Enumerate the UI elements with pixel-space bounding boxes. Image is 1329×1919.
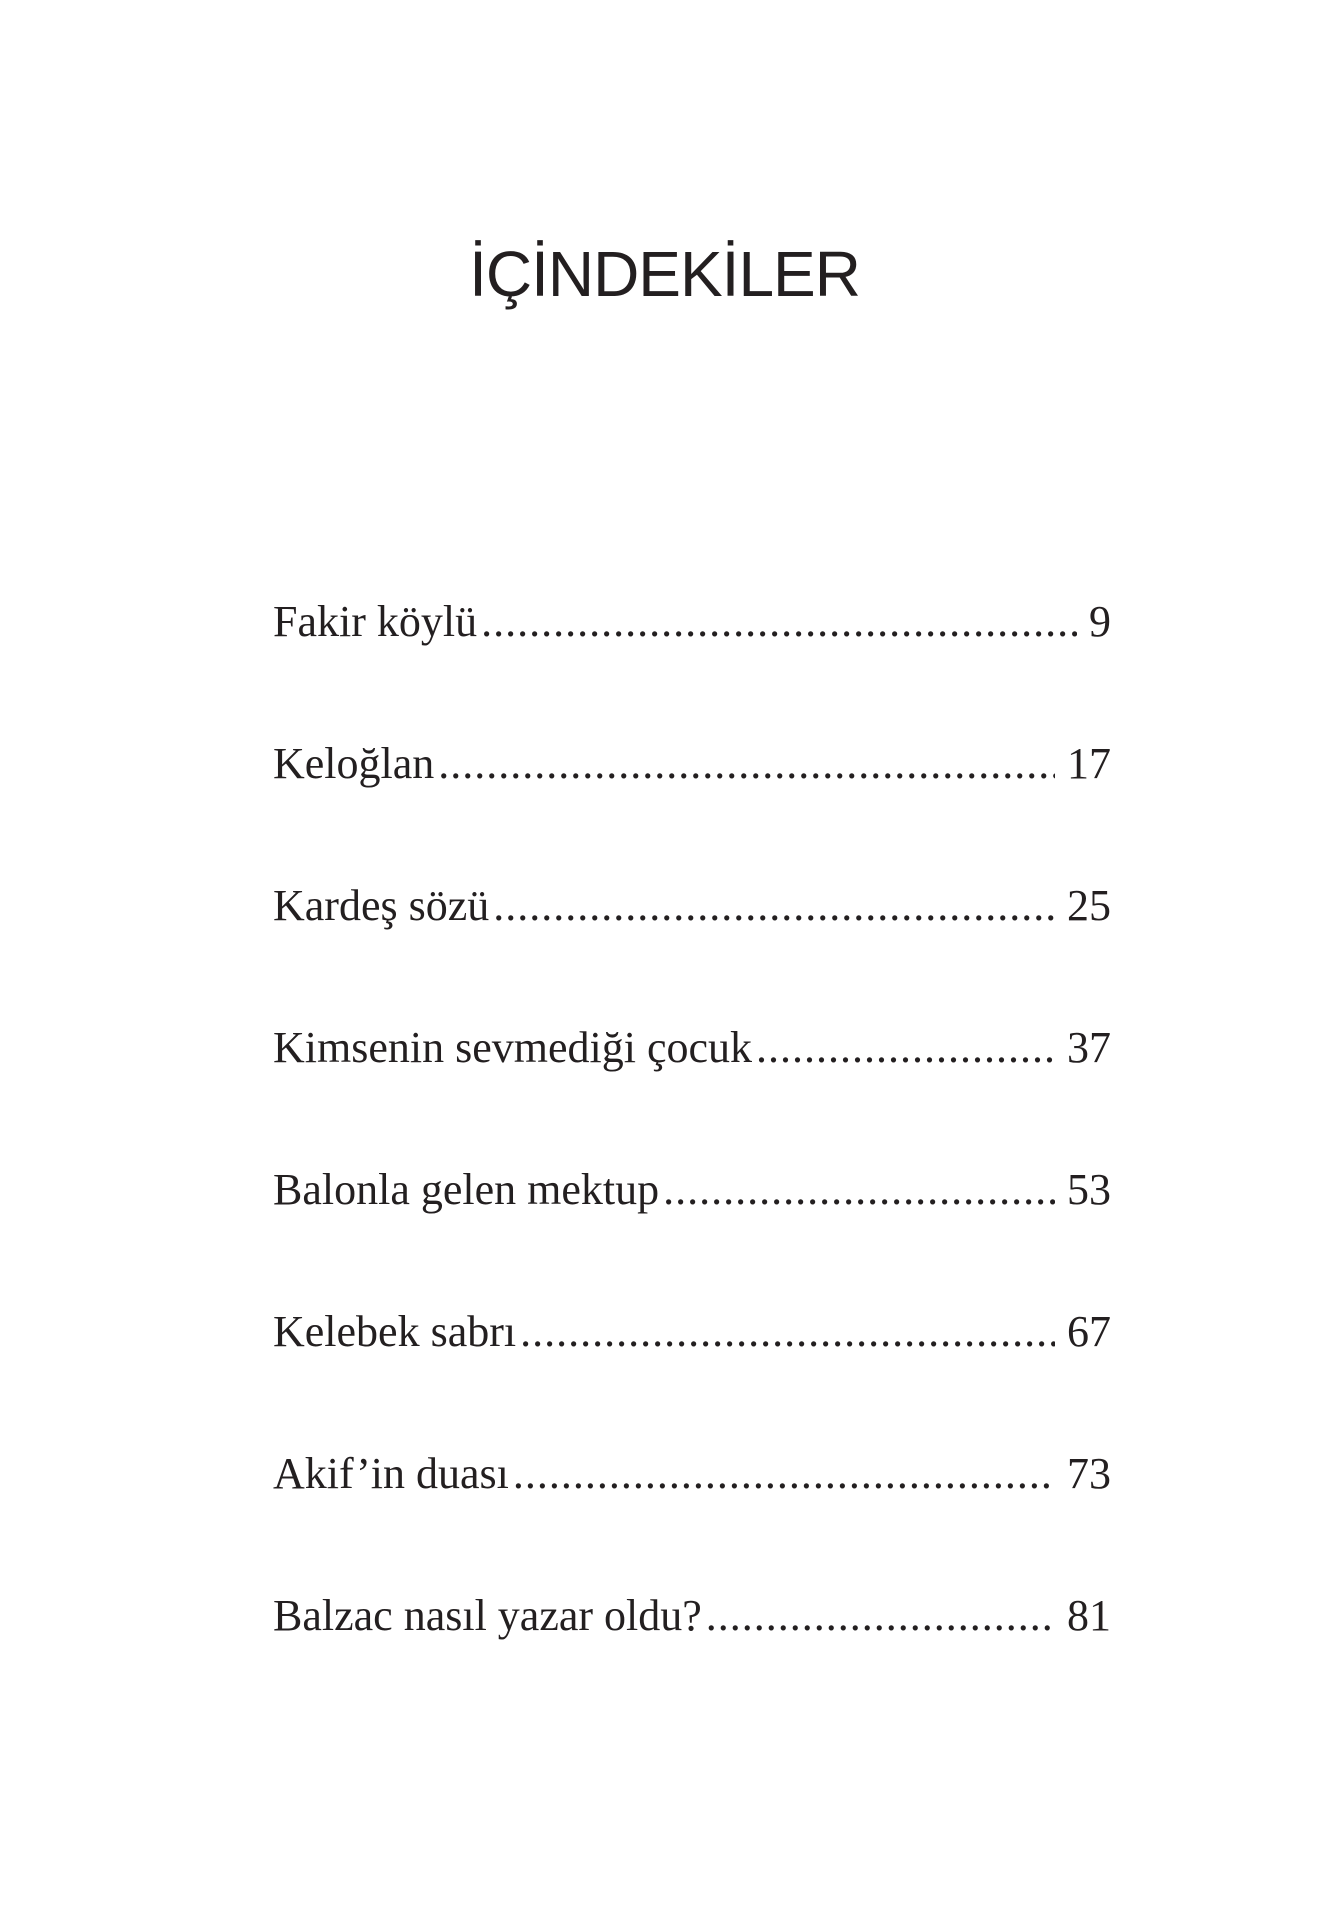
dot-leader xyxy=(663,1160,1055,1220)
toc-entry-balzac-nasil-yazar-oldu xyxy=(273,1586,1111,1728)
entry-page-number: 17 xyxy=(1067,739,1111,788)
toc-entry-fakir-koylu xyxy=(273,592,1111,734)
toc-entry-kelebek-sabri xyxy=(273,1302,1111,1444)
dot-leader xyxy=(493,876,1055,936)
dot-leader xyxy=(481,592,1077,652)
dot-leader xyxy=(438,734,1055,794)
entry-page-number: 25 xyxy=(1067,881,1111,930)
entry-title: Akif’in duası xyxy=(273,1449,509,1498)
toc-entry-kimsenin-sevmedigi-cocuk xyxy=(273,1018,1111,1160)
table-of-contents xyxy=(273,592,1111,1728)
entry-page-number: 67 xyxy=(1067,1307,1111,1356)
entry-title: Kardeş sözü xyxy=(273,881,490,930)
toc-entry-kardes-sozu xyxy=(273,876,1111,1018)
dot-leader xyxy=(520,1302,1055,1362)
page-title: İÇİNDEKİLER xyxy=(469,238,860,310)
entry-page-number: 73 xyxy=(1067,1449,1111,1498)
dot-leader xyxy=(756,1018,1055,1078)
entry-page-number: 53 xyxy=(1067,1165,1111,1214)
toc-entry-keloglan xyxy=(273,734,1111,876)
entry-page-number: 37 xyxy=(1067,1023,1111,1072)
entry-page-number: 9 xyxy=(1089,597,1111,646)
toc-entry-balonla-gelen-mektup xyxy=(273,1160,1111,1302)
dot-leader xyxy=(706,1586,1055,1646)
toc-entry-akifin-duasi xyxy=(273,1444,1111,1586)
dot-leader xyxy=(513,1444,1055,1504)
entry-title: Keloğlan xyxy=(273,739,435,788)
entry-title: Kelebek sabrı xyxy=(273,1307,517,1356)
entry-page-number: 81 xyxy=(1067,1591,1111,1640)
entry-title: Kimsenin sevmediği çocuk xyxy=(273,1023,753,1072)
entry-title: Balonla gelen mektup xyxy=(273,1165,660,1214)
entry-title: Balzac nasıl yazar oldu? xyxy=(273,1591,702,1640)
entry-title: Fakir köylü xyxy=(273,597,478,646)
